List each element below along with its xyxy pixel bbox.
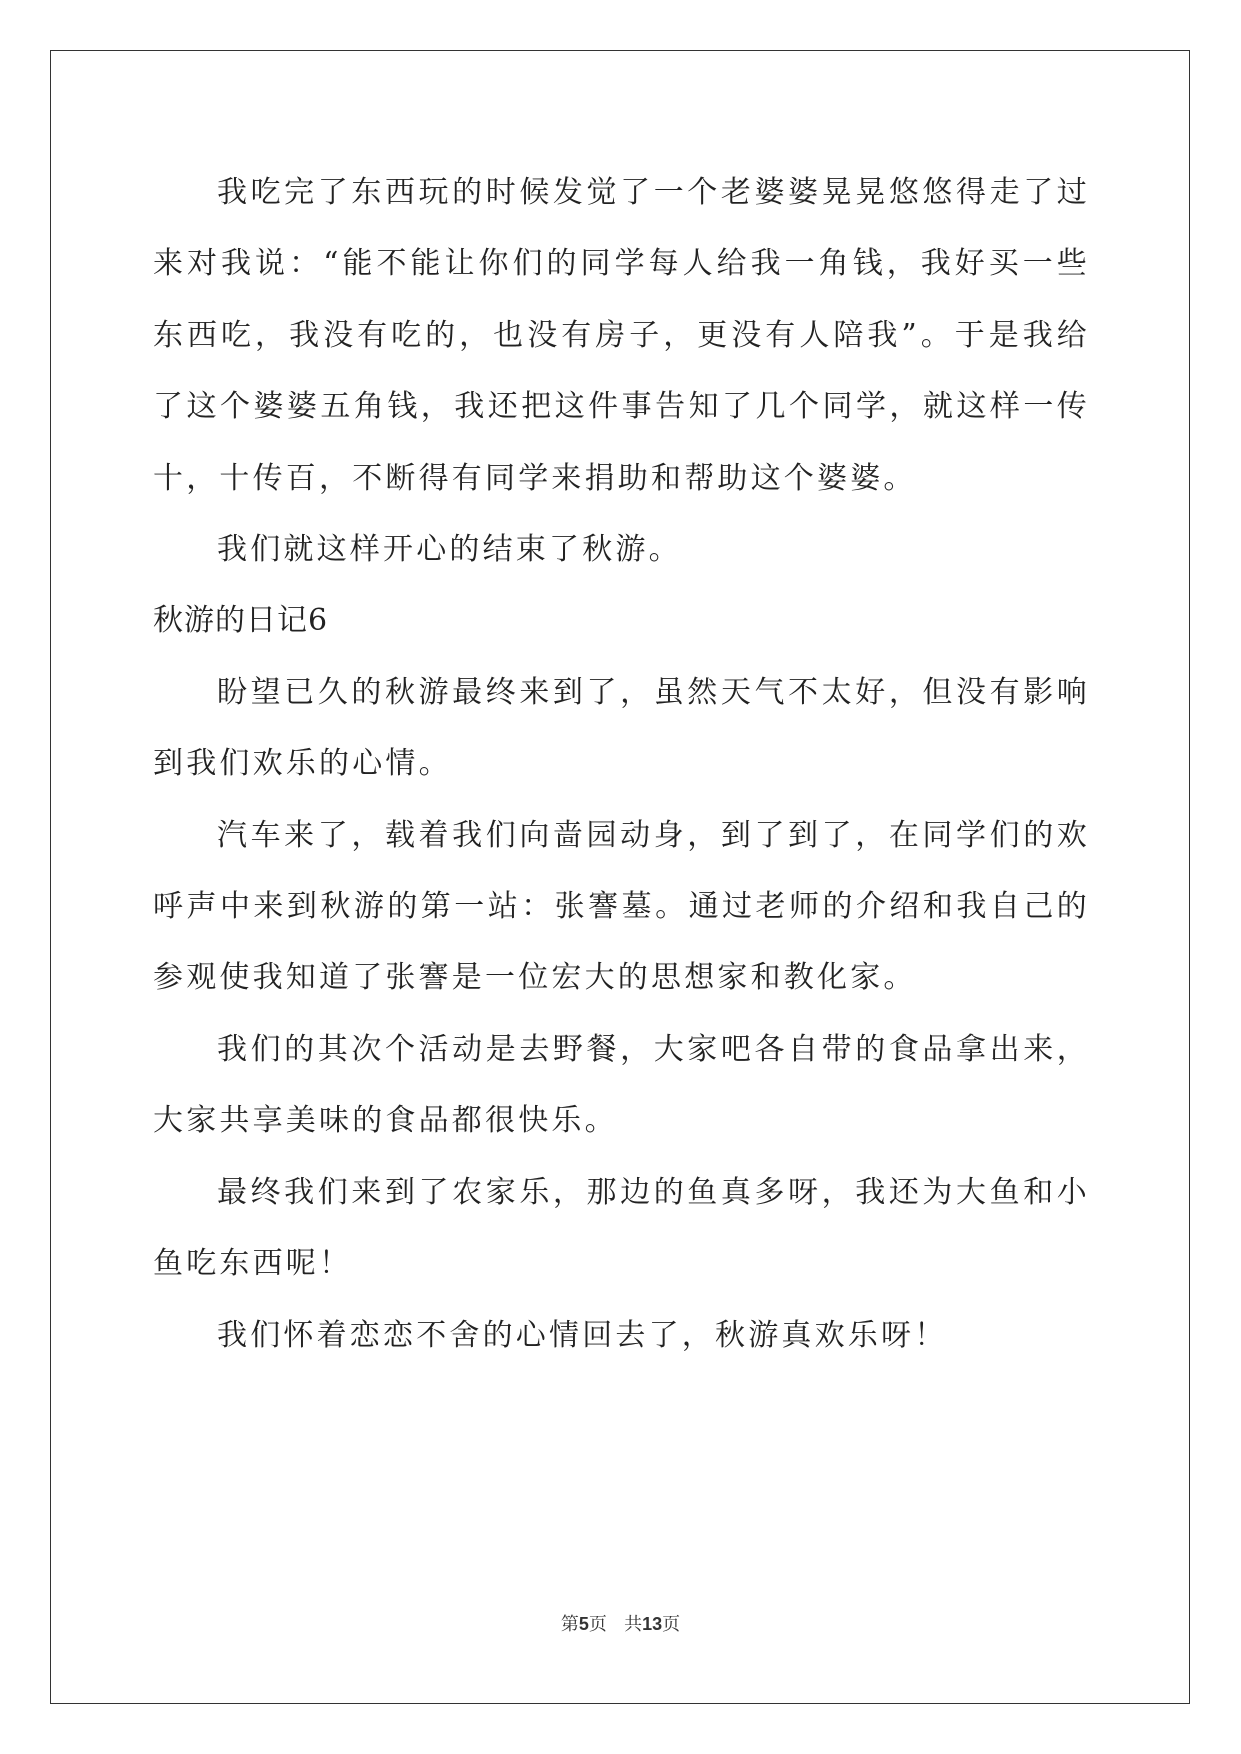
total-pages: 13 (642, 1614, 663, 1634)
document-body (153, 157, 1090, 1371)
paragraph: 汽车来了，载着我们向啬园动身，到了到了，在同学们的欢呼声中来到秋游的第一站：张謇墓。通过老师的介绍和我自己的参观使我知道了张謇是一位宏大的思想家和教化家。 (153, 817, 1090, 996)
paragraph: 我们就这样开心的结束了秋游。 (217, 532, 682, 568)
paragraph: 盼望已久的秋游最终来到了，虽然天气不太好，但没有影响到我们欢乐的心情。 (153, 674, 1090, 782)
page-number: 5 (578, 1614, 589, 1634)
page-suffix: 页 (588, 1614, 607, 1635)
paragraph: 我们的其次个活动是去野餐，大家吧各自带的食品拿出来，大家共享美味的食品都很快乐。 (153, 1031, 1090, 1139)
paragraph: 我吃完了东西玩的时候发觉了一个老婆婆晃晃悠悠得走了过来对我说：“能不能让你们的同学每人给我一角钱，我好买一些东西吃，我没有吃的，也没有房子，更没有人陪我”。于是我给了这个婆婆五角钱，我还把这件事告知了几个同学，就这样一传十，十传百，不断得有同学来捐助和帮助这个婆婆。 (153, 175, 1090, 496)
total-suffix: 页 (662, 1614, 681, 1635)
paragraph: 我们怀着恋恋不舍的心情回去了，秋游真欢乐呀！ (217, 1317, 948, 1353)
section-heading: 秋游的日记6 (153, 603, 329, 639)
page-footer (0, 1610, 1241, 1636)
total-prefix: 共 (624, 1614, 643, 1635)
page-prefix: 第 (560, 1614, 579, 1635)
paragraph: 最终我们来到了农家乐，那边的鱼真多呀，我还为大鱼和小鱼吃东西呢！ (153, 1174, 1090, 1282)
